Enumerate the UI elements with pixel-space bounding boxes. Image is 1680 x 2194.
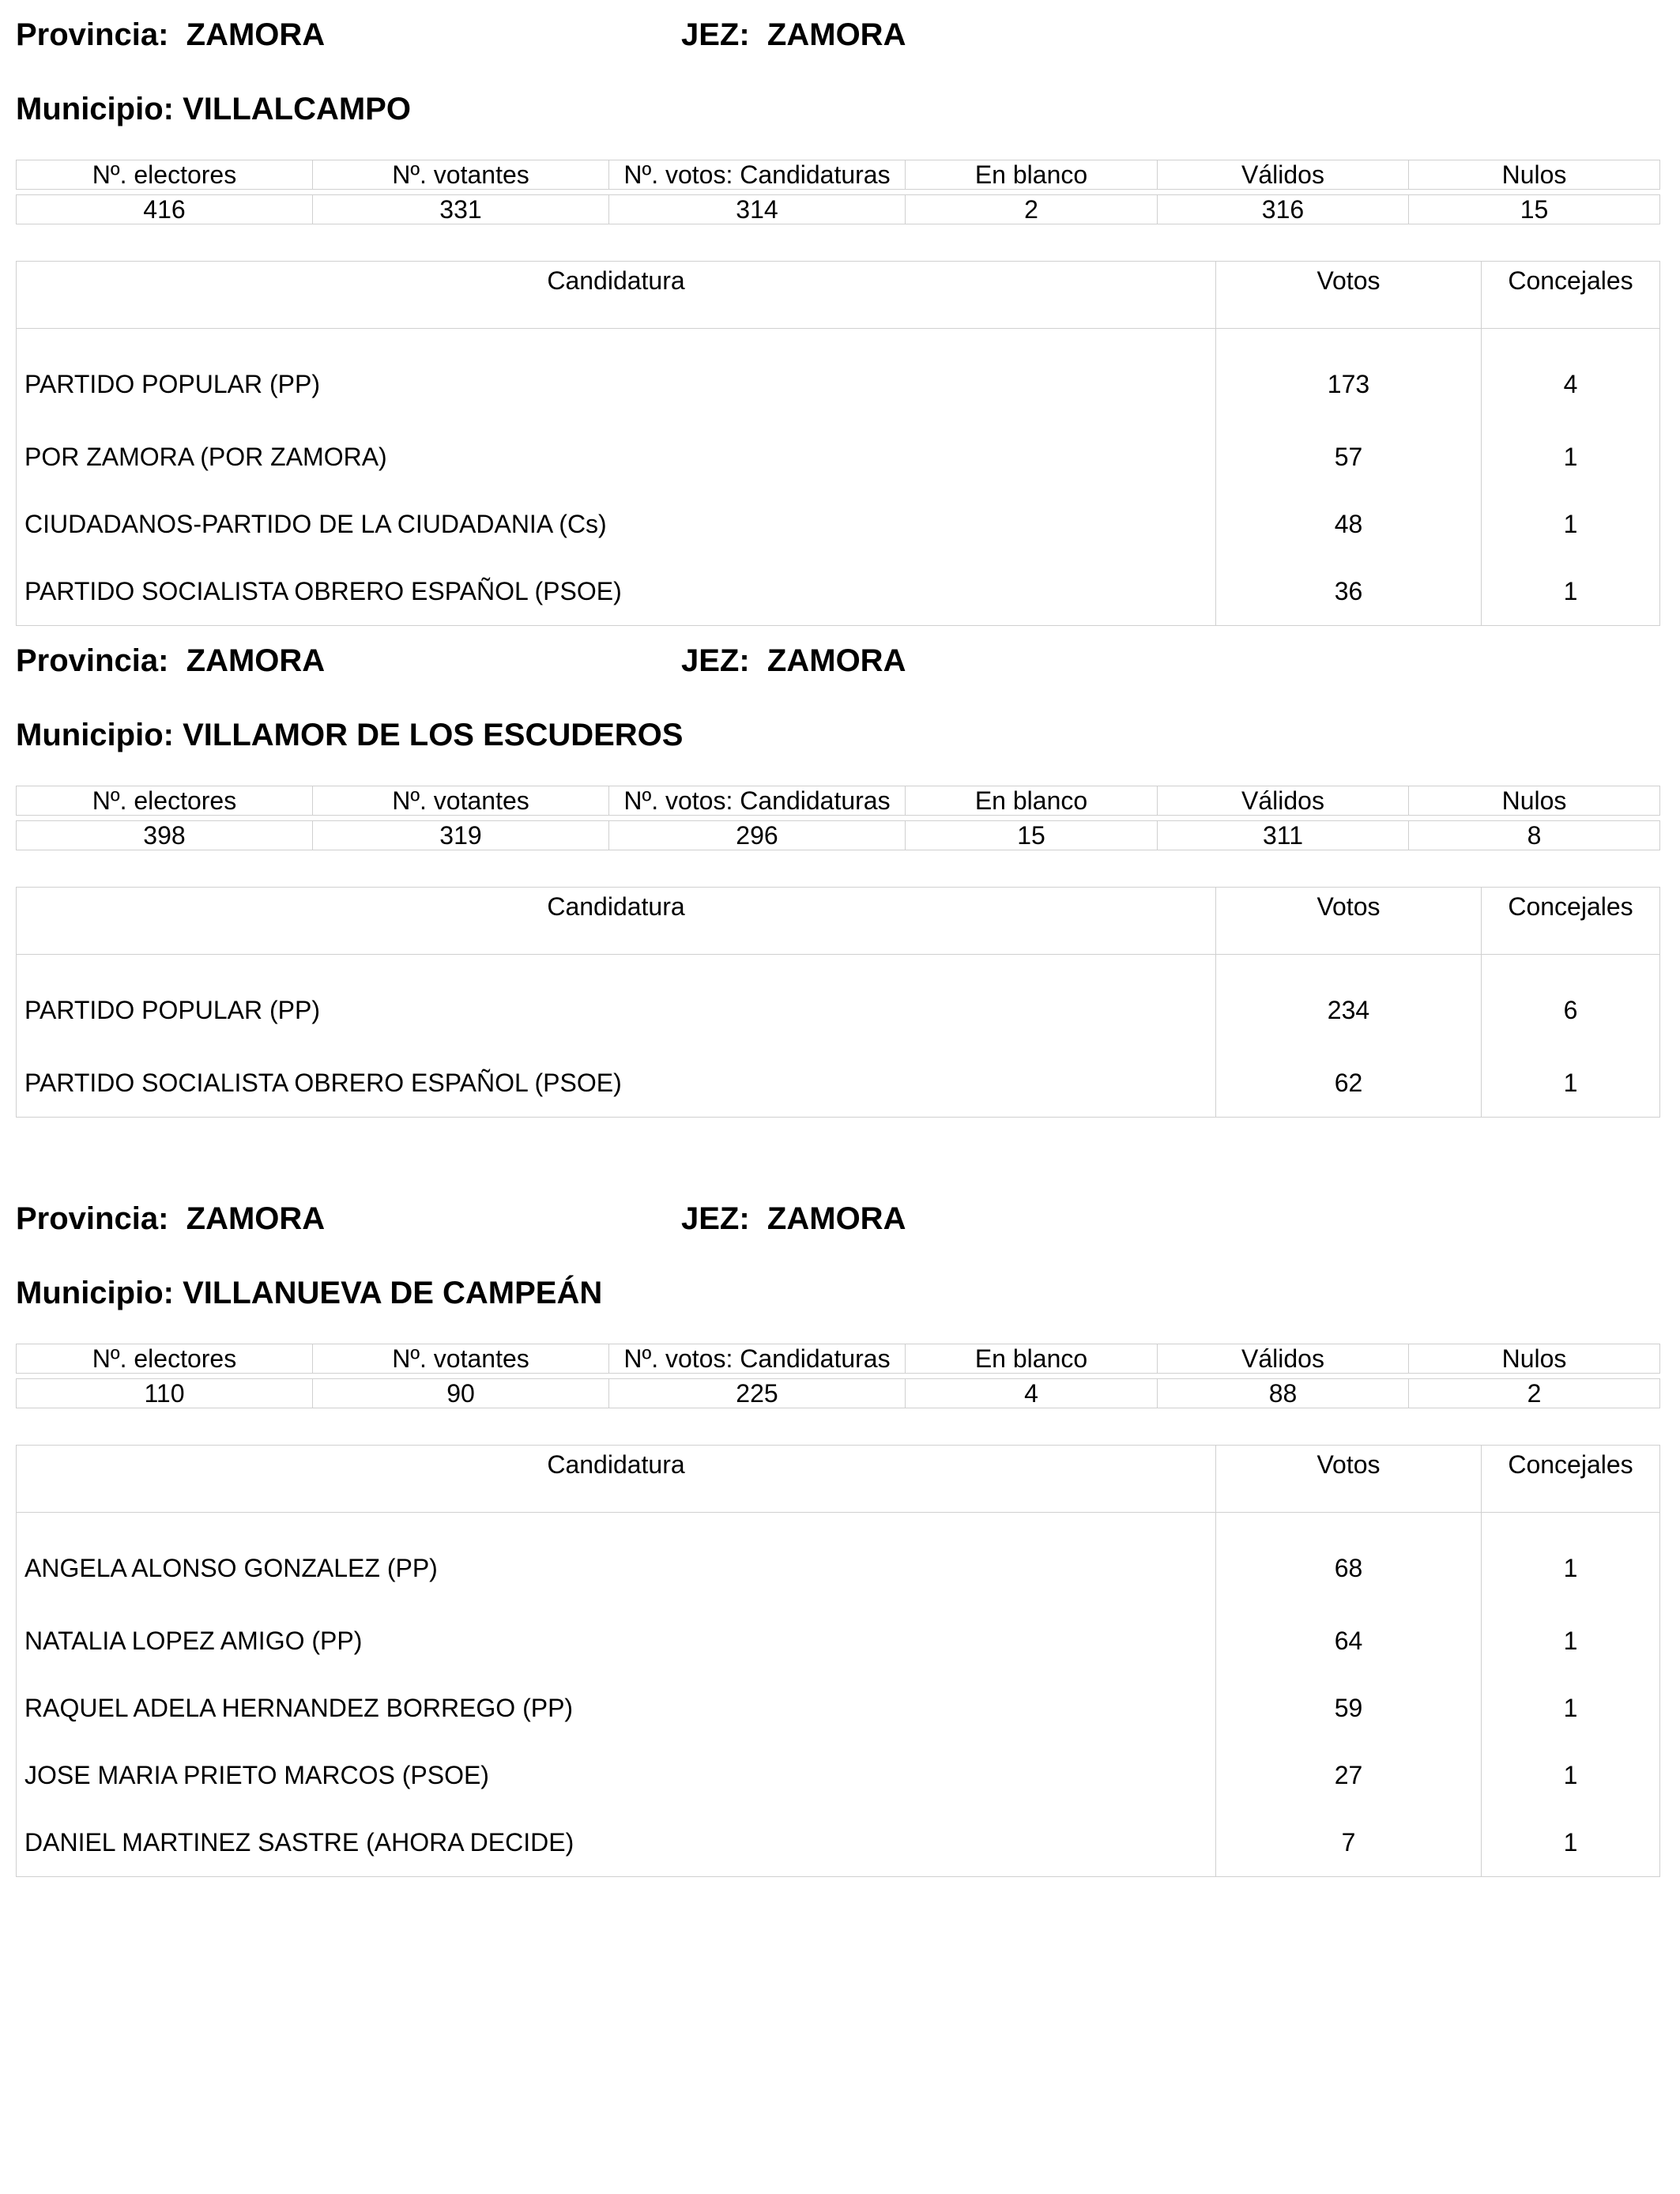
candidatura-concejales: 1 — [1482, 1742, 1660, 1809]
summary-value-row — [17, 195, 1660, 224]
jez-label: JEZ: — [681, 643, 750, 678]
nulos-value: 2 — [1409, 1379, 1660, 1408]
blanco-header: En blanco — [906, 1344, 1158, 1374]
electores-header: Nº. electores — [17, 160, 313, 190]
candidatura-header: Candidatura — [17, 1446, 1216, 1513]
votantes-value: 319 — [313, 821, 609, 850]
validos-header: Válidos — [1158, 786, 1409, 816]
candidatura-votos: 59 — [1216, 1675, 1482, 1742]
candidatura-concejales: 1 — [1482, 558, 1660, 626]
votos-candidaturas-value: 225 — [609, 1379, 906, 1408]
candidatura-concejales: 1 — [1482, 1050, 1660, 1118]
blanco-header: En blanco — [906, 786, 1158, 816]
candidatura-concejales: 1 — [1482, 491, 1660, 558]
validos-value: 316 — [1158, 195, 1409, 224]
validos-value: 311 — [1158, 821, 1409, 850]
table-row — [17, 329, 1660, 424]
nulos-value: 15 — [1409, 195, 1660, 224]
provincia-heading — [16, 642, 325, 680]
candidaturas-table — [16, 887, 1660, 1118]
nulos-value: 8 — [1409, 821, 1660, 850]
candidatura-header: Candidatura — [17, 262, 1216, 329]
candidatura-name: ANGELA ALONSO GONZALEZ (PP) — [17, 1513, 1216, 1608]
candidatura-votos: 62 — [1216, 1050, 1482, 1118]
table-row — [17, 1513, 1660, 1608]
candidatura-votos: 36 — [1216, 558, 1482, 626]
validos-value: 88 — [1158, 1379, 1409, 1408]
candidatura-votos: 7 — [1216, 1809, 1482, 1877]
electores-value: 110 — [17, 1379, 313, 1408]
votos-candidaturas-header: Nº. votos: Candidaturas — [609, 160, 906, 190]
electores-header: Nº. electores — [17, 1344, 313, 1374]
candidatura-concejales: 1 — [1482, 424, 1660, 491]
concejales-header: Concejales — [1482, 888, 1660, 955]
candidatura-votos: 57 — [1216, 424, 1482, 491]
municipio-label: Municipio: — [16, 718, 174, 752]
summary-value-row — [17, 1379, 1660, 1408]
jez-value: ZAMORA — [767, 17, 906, 52]
candidatura-concejales: 4 — [1482, 329, 1660, 424]
provincia-heading — [16, 16, 325, 54]
candidatura-concejales: 1 — [1482, 1513, 1660, 1608]
summary-header-row — [17, 160, 1660, 190]
candidatura-name: PARTIDO POPULAR (PP) — [17, 955, 1216, 1050]
municipio-heading — [16, 1274, 602, 1312]
candidatura-votos: 27 — [1216, 1742, 1482, 1809]
provincia-value: ZAMORA — [186, 17, 326, 52]
municipio-label: Municipio: — [16, 1276, 174, 1310]
municipio-value: VILLALCAMPO — [183, 92, 411, 126]
candidaturas-table — [16, 261, 1660, 626]
provincia-label: Provincia: — [16, 17, 169, 52]
blanco-header: En blanco — [906, 160, 1158, 190]
votantes-value: 90 — [313, 1379, 609, 1408]
validos-header: Válidos — [1158, 160, 1409, 190]
municipio-heading — [16, 716, 683, 754]
concejales-header: Concejales — [1482, 1446, 1660, 1513]
votantes-value: 331 — [313, 195, 609, 224]
provincia-label: Provincia: — [16, 643, 169, 678]
provincia-heading — [16, 1200, 325, 1238]
votantes-header: Nº. votantes — [313, 160, 609, 190]
candidaturas-table — [16, 1445, 1660, 1877]
summary-table — [16, 160, 1660, 224]
votantes-header: Nº. votantes — [313, 1344, 609, 1374]
summary-value-row — [17, 821, 1660, 850]
concejales-header: Concejales — [1482, 262, 1660, 329]
votos-header: Votos — [1216, 262, 1482, 329]
candidatura-name: DANIEL MARTINEZ SASTRE (AHORA DECIDE) — [17, 1809, 1216, 1877]
candidatura-votos: 173 — [1216, 329, 1482, 424]
candidatura-name: PARTIDO SOCIALISTA OBRERO ESPAÑOL (PSOE) — [17, 1050, 1216, 1118]
table-row — [17, 1608, 1660, 1675]
candidatura-name: RAQUEL ADELA HERNANDEZ BORREGO (PP) — [17, 1675, 1216, 1742]
nulos-header: Nulos — [1409, 1344, 1660, 1374]
candidatura-votos: 64 — [1216, 1608, 1482, 1675]
jez-heading — [681, 1200, 906, 1238]
nulos-header: Nulos — [1409, 786, 1660, 816]
candidatura-name: POR ZAMORA (POR ZAMORA) — [17, 424, 1216, 491]
municipio-heading — [16, 90, 411, 128]
votos-candidaturas-header: Nº. votos: Candidaturas — [609, 786, 906, 816]
table-row — [17, 1742, 1660, 1809]
candidatura-votos: 234 — [1216, 955, 1482, 1050]
candidatura-name: CIUDADANOS-PARTIDO DE LA CIUDADANIA (Cs) — [17, 491, 1216, 558]
votos-candidaturas-value: 296 — [609, 821, 906, 850]
candidatura-votos: 68 — [1216, 1513, 1482, 1608]
table-row — [17, 491, 1660, 558]
candidaturas-header-row — [17, 888, 1660, 955]
jez-heading — [681, 642, 906, 680]
candidaturas-header-row — [17, 262, 1660, 329]
candidatura-concejales: 1 — [1482, 1608, 1660, 1675]
candidatura-name: PARTIDO SOCIALISTA OBRERO ESPAÑOL (PSOE) — [17, 558, 1216, 626]
candidaturas-header-row — [17, 1446, 1660, 1513]
summary-table — [16, 786, 1660, 850]
blanco-value: 2 — [906, 195, 1158, 224]
jez-heading — [681, 16, 906, 54]
candidatura-votos: 48 — [1216, 491, 1482, 558]
jez-value: ZAMORA — [767, 643, 906, 678]
votos-header: Votos — [1216, 1446, 1482, 1513]
candidatura-name: PARTIDO POPULAR (PP) — [17, 329, 1216, 424]
table-row — [17, 1675, 1660, 1742]
candidatura-concejales: 6 — [1482, 955, 1660, 1050]
votos-header: Votos — [1216, 888, 1482, 955]
summary-header-row — [17, 1344, 1660, 1374]
nulos-header: Nulos — [1409, 160, 1660, 190]
provincia-value: ZAMORA — [186, 1201, 326, 1236]
jez-label: JEZ: — [681, 17, 750, 52]
table-row — [17, 955, 1660, 1050]
jez-label: JEZ: — [681, 1201, 750, 1236]
electores-header: Nº. electores — [17, 786, 313, 816]
municipio-value: VILLAMOR DE LOS ESCUDEROS — [183, 718, 684, 752]
municipio-value: VILLANUEVA DE CAMPEÁN — [183, 1276, 603, 1310]
table-row — [17, 558, 1660, 626]
validos-header: Válidos — [1158, 1344, 1409, 1374]
provincia-label: Provincia: — [16, 1201, 169, 1236]
municipio-label: Municipio: — [16, 92, 174, 126]
votos-candidaturas-header: Nº. votos: Candidaturas — [609, 1344, 906, 1374]
table-row — [17, 424, 1660, 491]
jez-value: ZAMORA — [767, 1201, 906, 1236]
table-row — [17, 1050, 1660, 1118]
summary-header-row — [17, 786, 1660, 816]
votos-candidaturas-value: 314 — [609, 195, 906, 224]
candidatura-header: Candidatura — [17, 888, 1216, 955]
table-row — [17, 1809, 1660, 1877]
provincia-value: ZAMORA — [186, 643, 326, 678]
votantes-header: Nº. votantes — [313, 786, 609, 816]
candidatura-concejales: 1 — [1482, 1675, 1660, 1742]
candidatura-concejales: 1 — [1482, 1809, 1660, 1877]
summary-table — [16, 1344, 1660, 1408]
electores-value: 416 — [17, 195, 313, 224]
candidatura-name: NATALIA LOPEZ AMIGO (PP) — [17, 1608, 1216, 1675]
blanco-value: 4 — [906, 1379, 1158, 1408]
blanco-value: 15 — [906, 821, 1158, 850]
electores-value: 398 — [17, 821, 313, 850]
candidatura-name: JOSE MARIA PRIETO MARCOS (PSOE) — [17, 1742, 1216, 1809]
